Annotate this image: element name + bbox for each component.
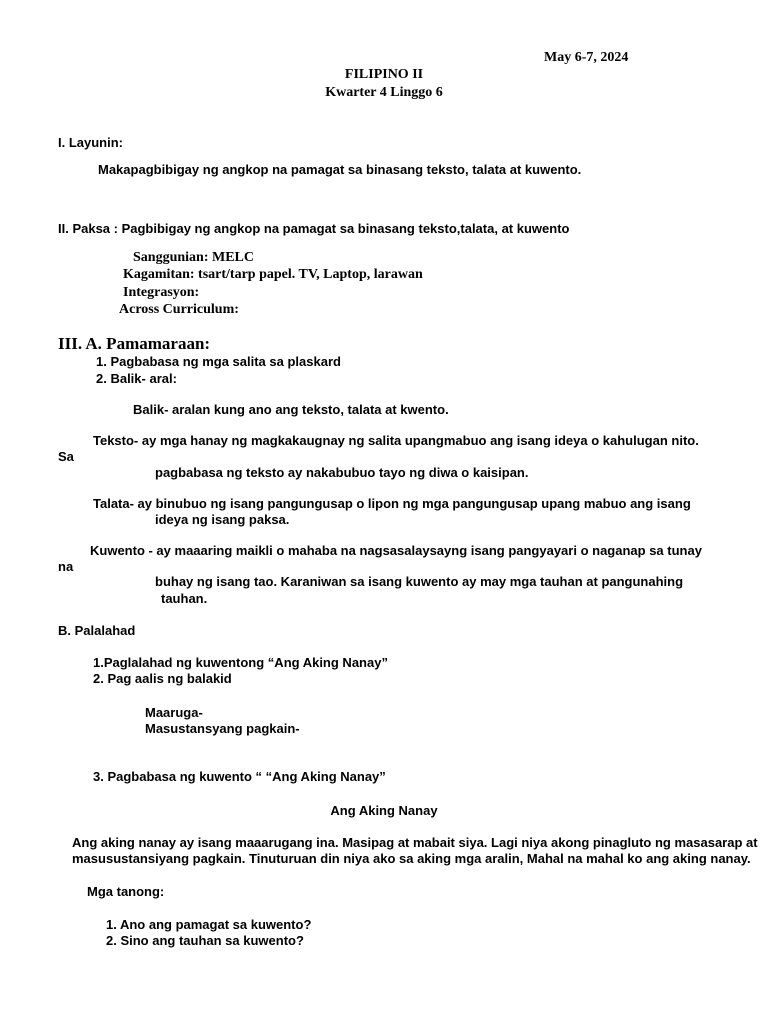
question-item: 1. Ano ang pamagat sa kuwento? bbox=[106, 917, 312, 932]
teksto-definition-cont: pagbabasa ng teksto ay nakabubuo tayo ng diwa o kaisipan. bbox=[155, 465, 529, 480]
talata-definition: Talata- ay binubuo ng isang pangungusap o lipon ng mga pangungusap upang mabuo ang isang bbox=[93, 496, 691, 511]
palalahad-step-2: 2. Pag aalis ng balakid bbox=[93, 671, 232, 686]
vocab-word-masustansya: Masustansyang pagkain- bbox=[145, 721, 300, 736]
quarter-week: Kwarter 4 Linggo 6 bbox=[325, 85, 443, 100]
story-line-1: Ang aking nanay ay isang maaarugang ina. Masipag at mabait siya. Lagi niya akong pinagluto ng masasarap at bbox=[72, 835, 758, 850]
balik-aral-text: Balik- aralan kung ano ang teksto, talata at kwento. bbox=[133, 402, 449, 417]
kuwento-definition: Kuwento - ay maaaring maikli o mahaba na nagsasalaysayng isang pangyayari o naganap sa tunay bbox=[90, 543, 702, 558]
layunin-text: Makapagbibigay ng angkop na pamagat sa binasang teksto, talata at kuwento. bbox=[98, 162, 582, 177]
lesson-date: May 6-7, 2024 bbox=[544, 50, 629, 65]
questions-list bbox=[106, 917, 311, 949]
question-item: 2. Sino ang tauhan sa kuwento? bbox=[106, 933, 304, 948]
kagamitan: Kagamitan: tsart/tarp papel. TV, Laptop, larawan bbox=[123, 267, 423, 282]
questions-heading: Mga tanong: bbox=[87, 884, 165, 899]
pamamaraan-heading: III. A. Pamamaraan: bbox=[58, 334, 211, 353]
story-title: Ang Aking Nanay bbox=[330, 803, 438, 818]
story-line-2: masusustansiyang pagkain. Tinuturuan din niya ako sa aking mga aralin, Mahal na mahal ko ang aking nanay. bbox=[72, 851, 751, 866]
paksa-heading: II. Paksa : Pagbibigay ng angkop na pamagat sa binasang teksto,talata, at kuwento bbox=[58, 221, 570, 236]
integrasyon: Integrasyon: bbox=[123, 285, 200, 300]
teksto-definition-wrap: Sa bbox=[58, 449, 74, 464]
subject-title: FILIPINO II bbox=[344, 67, 424, 82]
across-curriculum: Across Curriculum: bbox=[119, 302, 239, 317]
layunin-heading: I. Layunin: bbox=[58, 135, 123, 150]
vocab-word-maaruga: Maaruga- bbox=[145, 705, 203, 720]
kuwento-definition-cont: buhay ng isang tao. Karaniwan sa isang kuwento ay may mga tauhan at pangunahing bbox=[155, 574, 684, 589]
palalahad-heading: B. Palalahad bbox=[58, 623, 136, 638]
palalahad-step-3: 3. Pagbabasa ng kuwento “ “Ang Aking Nanay” bbox=[93, 769, 386, 784]
pamamaraan-step-2: 2. Balik- aral: bbox=[96, 371, 177, 386]
pamamaraan-step-1: 1. Pagbabasa ng mga salita sa plaskard bbox=[96, 354, 341, 369]
palalahad-step-1: 1.Paglalahad ng kuwentong “Ang Aking Nanay” bbox=[93, 655, 388, 670]
talata-definition-cont: ideya ng isang paksa. bbox=[155, 512, 290, 527]
kuwento-definition-wrap: na bbox=[58, 559, 74, 574]
teksto-definition: Teksto- ay mga hanay ng magkakaugnay ng salita upangmabuo ang isang ideya o kahulugan nito. bbox=[93, 433, 699, 448]
kuwento-definition-cont-2: tauhan. bbox=[161, 591, 208, 606]
sanggunian: Sanggunian: MELC bbox=[133, 250, 254, 265]
